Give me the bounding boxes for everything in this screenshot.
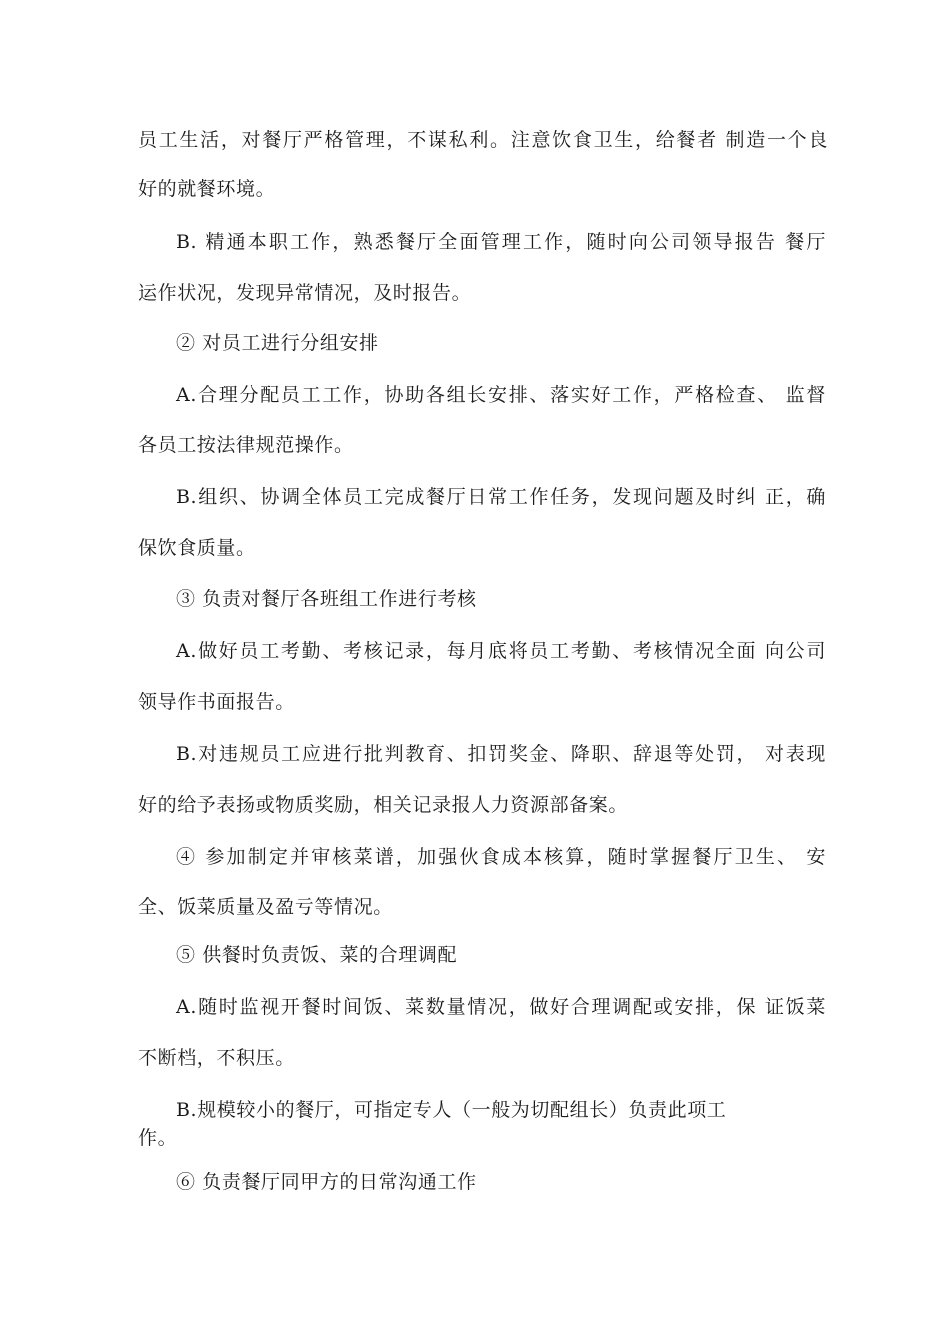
text-line: A.做好员工考勤、考核记录，每月底将员工考勤、考核情况全面 向公司 xyxy=(176,640,826,662)
text-line: B.规模较小的餐厅，可指定专人（一般为切配组长）负责此项工 xyxy=(176,1099,727,1121)
section-heading: ② 对员工进行分组安排 xyxy=(176,332,379,354)
text-line: B. 精通本职工作，熟悉餐厅全面管理工作，随时向公司领导报告 餐厅 xyxy=(176,231,826,253)
text-line: 领导作书面报告。 xyxy=(138,691,295,713)
section-heading: ⑥ 负责餐厅同甲方的日常沟通工作 xyxy=(176,1171,477,1193)
section-heading: ③ 负责对餐厅各班组工作进行考核 xyxy=(176,588,477,610)
text-line: 好的就餐环境。 xyxy=(138,178,276,200)
text-line: B.对违规员工应进行批判教育、扣罚奖金、降职、辞退等处罚， 对表现 xyxy=(176,743,826,765)
text-line: 全、饭菜质量及盈亏等情况。 xyxy=(138,896,393,918)
text-line: 作。 xyxy=(138,1127,178,1149)
text-line: 不断档，不积压。 xyxy=(138,1047,295,1069)
text-line: 各员工按法律规范操作。 xyxy=(138,434,354,456)
section-heading: ④ 参加制定并审核菜谱，加强伙食成本核算，随时掌握餐厅卫生、 安 xyxy=(176,846,826,868)
text-line: 保饮食质量。 xyxy=(138,537,256,559)
text-line: 运作状况，发现异常情况，及时报告。 xyxy=(138,282,472,304)
text-line: 员工生活，对餐厅严格管理，不谋私利。注意饮食卫生，给餐者 制造一个良 xyxy=(138,129,828,151)
section-heading: ⑤ 供餐时负责饭、菜的合理调配 xyxy=(176,944,458,966)
text-line: 好的给予表扬或物质奖励，相关记录报人力资源部备案。 xyxy=(138,794,629,816)
text-line: A.随时监视开餐时间饭、菜数量情况，做好合理调配或安排，保 证饭菜 xyxy=(176,996,826,1018)
text-line: A.合理分配员工工作，协助各组长安排、落实好工作，严格检查、 监督 xyxy=(176,384,826,406)
text-line: B.组织、协调全体员工完成餐厅日常工作任务，发现问题及时纠 正，确 xyxy=(176,486,826,508)
